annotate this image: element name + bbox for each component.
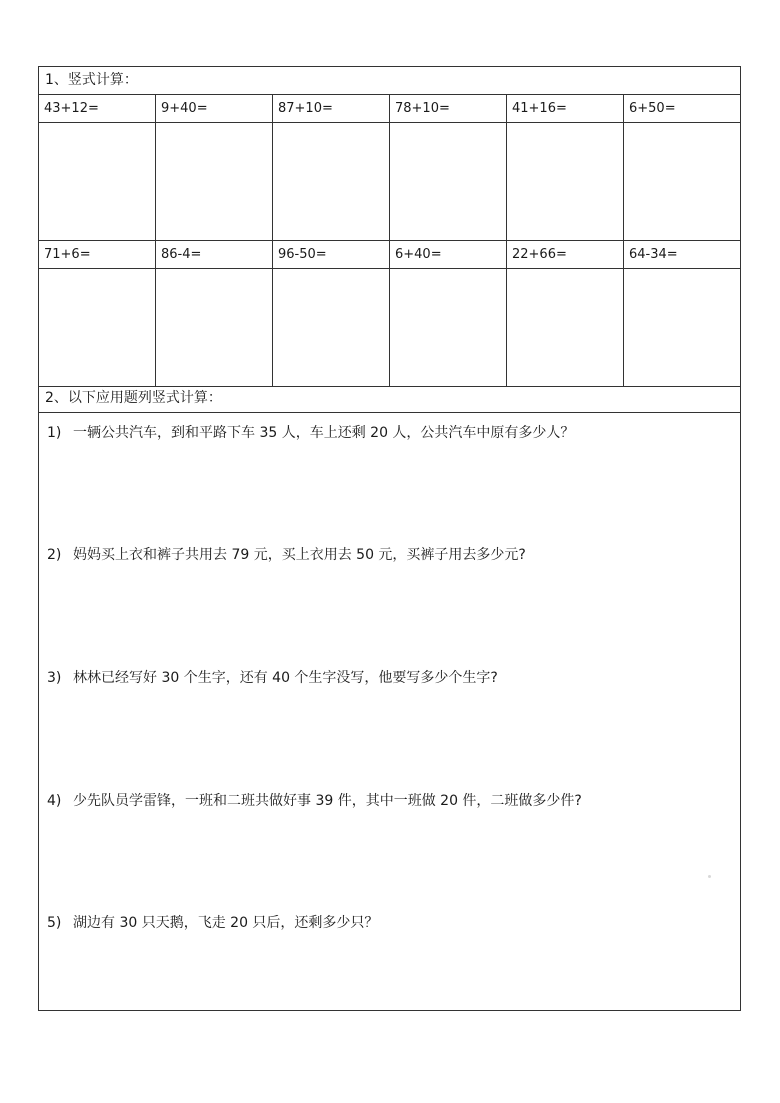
word-problem-5 <box>39 913 740 933</box>
problem-number: 4) <box>47 793 62 809</box>
calc-problem-cell: 6+50= <box>624 95 740 123</box>
calc-problem-cell: 64-34= <box>624 241 740 269</box>
calc-problem-cell: 43+12= <box>39 95 156 123</box>
calc-problem-cell: 9+40= <box>156 95 273 123</box>
word-problem-2 <box>39 545 740 565</box>
problem-number: 2) <box>47 547 62 563</box>
calc-problem-cell: 22+66= <box>507 241 624 269</box>
calc-work-area[interactable] <box>624 269 740 387</box>
problem-text: 妈妈买上衣和裤子共用去 79 元，买上衣用去 50 元，买裤子用去多少元? <box>73 547 526 563</box>
word-problem-4 <box>39 791 740 811</box>
calc-work-area[interactable] <box>624 123 740 241</box>
calc-work-area[interactable] <box>39 269 156 387</box>
calc-work-area[interactable] <box>156 269 273 387</box>
calc-problem-cell: 78+10= <box>390 95 507 123</box>
calc-grid-row1 <box>39 95 740 241</box>
calc-problem-cell: 41+16= <box>507 95 624 123</box>
calc-problem-cell: 71+6= <box>39 241 156 269</box>
calc-work-area[interactable] <box>156 123 273 241</box>
calc-work-area[interactable] <box>39 123 156 241</box>
word-problem-3 <box>39 668 740 688</box>
calc-grid-row2 <box>39 241 740 387</box>
calc-work-area[interactable] <box>507 123 624 241</box>
word-problem-1 <box>39 423 740 443</box>
calc-problem-cell: 96-50= <box>273 241 390 269</box>
problem-text: 少先队员学雷锋，一班和二班共做好事 39 件，其中一班做 20 件，二班做多少件? <box>73 793 582 809</box>
section2-title: 2、以下应用题列竖式计算： <box>39 385 740 413</box>
section1-title: 1、竖式计算： <box>39 67 740 95</box>
speck-mark <box>708 875 711 878</box>
worksheet <box>38 66 741 1011</box>
problem-number: 3) <box>47 670 62 686</box>
calc-work-area[interactable] <box>507 269 624 387</box>
problem-text: 湖边有 30 只天鹅，飞走 20 只后，还剩多少只？ <box>73 915 379 931</box>
calc-problem-cell: 87+10= <box>273 95 390 123</box>
calc-problem-cell: 86-4= <box>156 241 273 269</box>
problem-number: 5) <box>47 915 62 931</box>
calc-work-area[interactable] <box>390 269 507 387</box>
calc-work-area[interactable] <box>390 123 507 241</box>
calc-work-area[interactable] <box>273 123 390 241</box>
calc-problem-cell: 6+40= <box>390 241 507 269</box>
problem-text: 林林已经写好 30 个生字，还有 40 个生字没写，他要写多少个生字? <box>73 670 498 686</box>
calc-work-area[interactable] <box>273 269 390 387</box>
problem-number: 1) <box>47 425 62 441</box>
problem-text: 一辆公共汽车，到和平路下车 35 人，车上还剩 20 人，公共汽车中原有多少人？ <box>73 425 575 441</box>
